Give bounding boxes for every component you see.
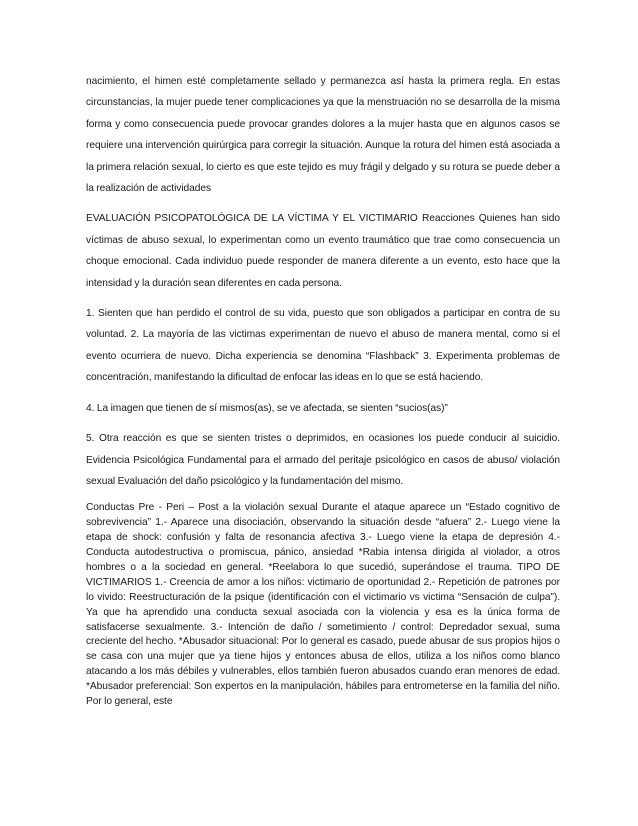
paragraph-reacciones-1-3: 1. Sienten que han perdido el control de su vida, puesto que son obligados a participar en contra de su voluntad. 2. La mayoría de las victimas experimentan de nuevo el abuso de manera mental, como si el evento ocurriera de nuevo. Dicha experiencia se denomina “Flashback” 3. Experimenta problemas de concentración, manifestando la dificultad de enfocar las ideas en lo que se está haciendo. bbox=[86, 308, 560, 384]
paragraph-reaccion-5: 5. Otra reacción es que se sienten tristes o deprimidos, en ocasiones los puede conducir al suicidio. Evidencia Psicológica Fundamental para el armado del peritaje psicológico en casos de abuso/ violación sexual Evaluación del daño psicológico y la fundamentación del mismo. bbox=[86, 433, 560, 487]
paragraph-evaluacion: EVALUACIÓN PSICOPATOLÓGICA DE LA VÍCTIMA Y EL VICTIMARIO Reacciones Quienes han sido víctimas de abuso sexual, lo experimentan como un evento traumático que trae como consecuencia un choque emocional. Cada individuo puede responder de manera diferente a un evento, esto hace que la intensidad y la duración sean diferentes en cada persona. bbox=[86, 213, 560, 289]
paragraph-reaccion-4: 4. La imagen que tienen de sí mismos(as), se ve afectada, se sienten “sucios(as)” bbox=[86, 402, 448, 414]
paragraph-conductas-victimarios: Conductas Pre - Peri – Post a la violación sexual Durante el ataque aparece un “Estado cognitivo de sobrevivencia” 1.- Aparece una disociación, observando la situación desde “afuera” 2.- Luego viene la etapa de shock: confusión y falta de resonancia afectiva 3.- Luego viene la etapa de depresión 4.- Conducta autodestructiva o promiscua, pánico, ansiedad *Rabia intensa dirigida al violador, a otros hombres o a la sociedad en general. *Reelabora lo que sucedió, superándose el trauma. TIPO DE VICTIMARIOS 1.- Creencia de amor a los niños: victimario de oportunidad 2.- Repetición de patrones por lo vivido: Reestructuración de la psique (identificación con el victimario vs victima “Sensación de culpa”). Ya que ha aprendido una conducta sexual asociada con la violencia y esa es la única forma de satisfacerse sexualmente. 3.- Intención de daño / sometimiento / control: Depredador sexual, suma creciente del hecho. *Abusador situacional: Por lo general es casado, puede abusar de sus propios hijos o se casa con una mujer que ya tiene hijos y entonces abusa de ellos, utiliza a los niños como blanco atacando a los más débiles y vulnerables, ellos también fueron abusados cuando eran menores de edad. *Abusador preferencial: Son expertos en la manipulación, hábiles para entrometerse en la familia del niño. Por lo general, este bbox=[86, 502, 560, 708]
paragraph-himen: nacimiento, el himen esté completamente sellado y permanezca así hasta la primera regla. En estas circunstancias, la mujer puede tener complicaciones ya que la menstruación no se desarrolla de la misma forma y como consecuencia puede provocar grandes dolores a la mujer hasta que en algunos casos se requiere una intervención quirúrgica para corregir la situación. Aunque la rotura del himen está asociada a la primera relación sexual, lo cierto es que este tejido es muy frágil y delgado y su rotura se puede deber a la realización de actividades bbox=[86, 76, 560, 195]
